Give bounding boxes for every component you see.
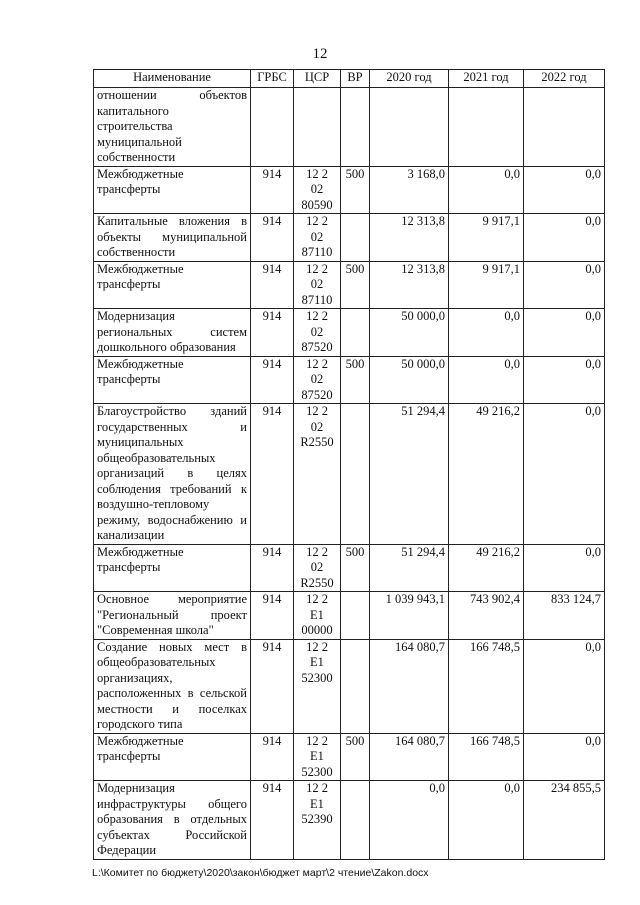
cell-2020: 12 313,8 [370, 261, 449, 309]
cell-vr [341, 214, 370, 262]
table-row [94, 309, 605, 357]
cell-csr: 12 2 E1 00000 [294, 592, 341, 640]
cell-2021: 743 902,4 [449, 592, 524, 640]
cell-csr: 12 2 02 80590 [294, 166, 341, 214]
cell-2022: 0,0 [524, 404, 605, 545]
cell-name: Модернизация региональных систем дошкольного образования [94, 309, 251, 357]
cell-2020: 51 294,4 [370, 404, 449, 545]
cell-csr: 12 2 02 R2550 [294, 544, 341, 592]
cell-vr: 500 [341, 166, 370, 214]
cell-2020: 50 000,0 [370, 309, 449, 357]
table-row [94, 261, 605, 309]
cell-2020: 3 168,0 [370, 166, 449, 214]
cell-vr [341, 88, 370, 167]
cell-csr: 12 2 E1 52300 [294, 639, 341, 733]
table-row [94, 639, 605, 733]
cell-2022: 0,0 [524, 544, 605, 592]
cell-2022: 0,0 [524, 309, 605, 357]
table-row [94, 592, 605, 640]
cell-2021: 49 216,2 [449, 404, 524, 545]
cell-name: отношении объектов капитального строительства муниципальной собственности [94, 88, 251, 167]
cell-grbs: 914 [251, 356, 294, 404]
cell-csr: 12 2 02 87110 [294, 261, 341, 309]
cell-name: Капитальные вложения в объекты муниципальной собственности [94, 214, 251, 262]
cell-csr: 12 2 02 R2550 [294, 404, 341, 545]
cell-2022: 234 855,5 [524, 781, 605, 860]
cell-vr [341, 592, 370, 640]
cell-csr [294, 88, 341, 167]
cell-vr: 500 [341, 356, 370, 404]
cell-2022: 833 124,7 [524, 592, 605, 640]
cell-2021: 49 216,2 [449, 544, 524, 592]
cell-vr: 500 [341, 261, 370, 309]
cell-grbs: 914 [251, 261, 294, 309]
cell-csr: 12 2 E1 52300 [294, 733, 341, 781]
cell-2022: 0,0 [524, 356, 605, 404]
cell-vr [341, 404, 370, 545]
cell-2022: 0,0 [524, 261, 605, 309]
cell-2020: 51 294,4 [370, 544, 449, 592]
cell-grbs: 914 [251, 309, 294, 357]
table-row [94, 404, 605, 545]
table-row [94, 166, 605, 214]
cell-grbs: 914 [251, 639, 294, 733]
header-name: Наименование [94, 70, 251, 88]
cell-2021: 166 748,5 [449, 733, 524, 781]
cell-2020: 164 080,7 [370, 639, 449, 733]
cell-name: Межбюджетные трансферты [94, 544, 251, 592]
cell-vr: 500 [341, 733, 370, 781]
cell-grbs: 914 [251, 733, 294, 781]
cell-csr: 12 2 E1 52390 [294, 781, 341, 860]
cell-grbs: 914 [251, 214, 294, 262]
cell-name: Межбюджетные трансферты [94, 166, 251, 214]
cell-2022 [524, 88, 605, 167]
cell-2020 [370, 88, 449, 167]
cell-2020: 50 000,0 [370, 356, 449, 404]
cell-2022: 0,0 [524, 166, 605, 214]
cell-2022: 0,0 [524, 733, 605, 781]
cell-2021 [449, 88, 524, 167]
table-row [94, 781, 605, 860]
table-header-row [94, 70, 605, 88]
cell-2020: 164 080,7 [370, 733, 449, 781]
table-row [94, 88, 605, 167]
cell-name: Основное мероприятие "Региональный проект "Современная школа" [94, 592, 251, 640]
cell-name: Межбюджетные трансферты [94, 261, 251, 309]
budget-table [93, 69, 605, 860]
cell-grbs: 914 [251, 544, 294, 592]
cell-vr [341, 781, 370, 860]
cell-2020: 0,0 [370, 781, 449, 860]
cell-name: Модернизация инфраструктуры общего образования в отдельных субъектах Российской Федерации [94, 781, 251, 860]
cell-2020: 1 039 943,1 [370, 592, 449, 640]
cell-grbs: 914 [251, 404, 294, 545]
cell-name: Благоустройство зданий государственных и муниципальных общеобразовательных организаций в целях соблюдения требований к воздушно-тепловому режиму, водоснабжению и канализации [94, 404, 251, 545]
cell-2021: 0,0 [449, 309, 524, 357]
page-number: 12 [312, 46, 328, 62]
cell-vr [341, 639, 370, 733]
cell-csr: 12 2 02 87520 [294, 309, 341, 357]
header-grbs: ГРБС [251, 70, 294, 88]
cell-grbs [251, 88, 294, 167]
header-2022: 2022 год [524, 70, 605, 88]
cell-2021: 0,0 [449, 356, 524, 404]
cell-grbs: 914 [251, 592, 294, 640]
cell-vr: 500 [341, 544, 370, 592]
table-row [94, 356, 605, 404]
cell-2021: 9 917,1 [449, 261, 524, 309]
table-row [94, 214, 605, 262]
header-vr: ВР [341, 70, 370, 88]
cell-2021: 0,0 [449, 781, 524, 860]
cell-grbs: 914 [251, 781, 294, 860]
table-row [94, 733, 605, 781]
cell-csr: 12 2 02 87520 [294, 356, 341, 404]
cell-2021: 166 748,5 [449, 639, 524, 733]
cell-2022: 0,0 [524, 639, 605, 733]
footer-file-path: L:\Комитет по бюджету\2020\закон\бюджет март\2 чтение\Zakon.docx [92, 867, 429, 879]
cell-2022: 0,0 [524, 214, 605, 262]
cell-name: Межбюджетные трансферты [94, 733, 251, 781]
header-csr: ЦСР [294, 70, 341, 88]
cell-2020: 12 313,8 [370, 214, 449, 262]
table-row [94, 544, 605, 592]
cell-vr [341, 309, 370, 357]
cell-name: Создание новых мест в общеобразовательных организациях, расположенных в сельской местности и поселках городского типа [94, 639, 251, 733]
cell-2021: 0,0 [449, 166, 524, 214]
cell-2021: 9 917,1 [449, 214, 524, 262]
header-2021: 2021 год [449, 70, 524, 88]
cell-name: Межбюджетные трансферты [94, 356, 251, 404]
header-2020: 2020 год [370, 70, 449, 88]
cell-grbs: 914 [251, 166, 294, 214]
cell-csr: 12 2 02 87110 [294, 214, 341, 262]
